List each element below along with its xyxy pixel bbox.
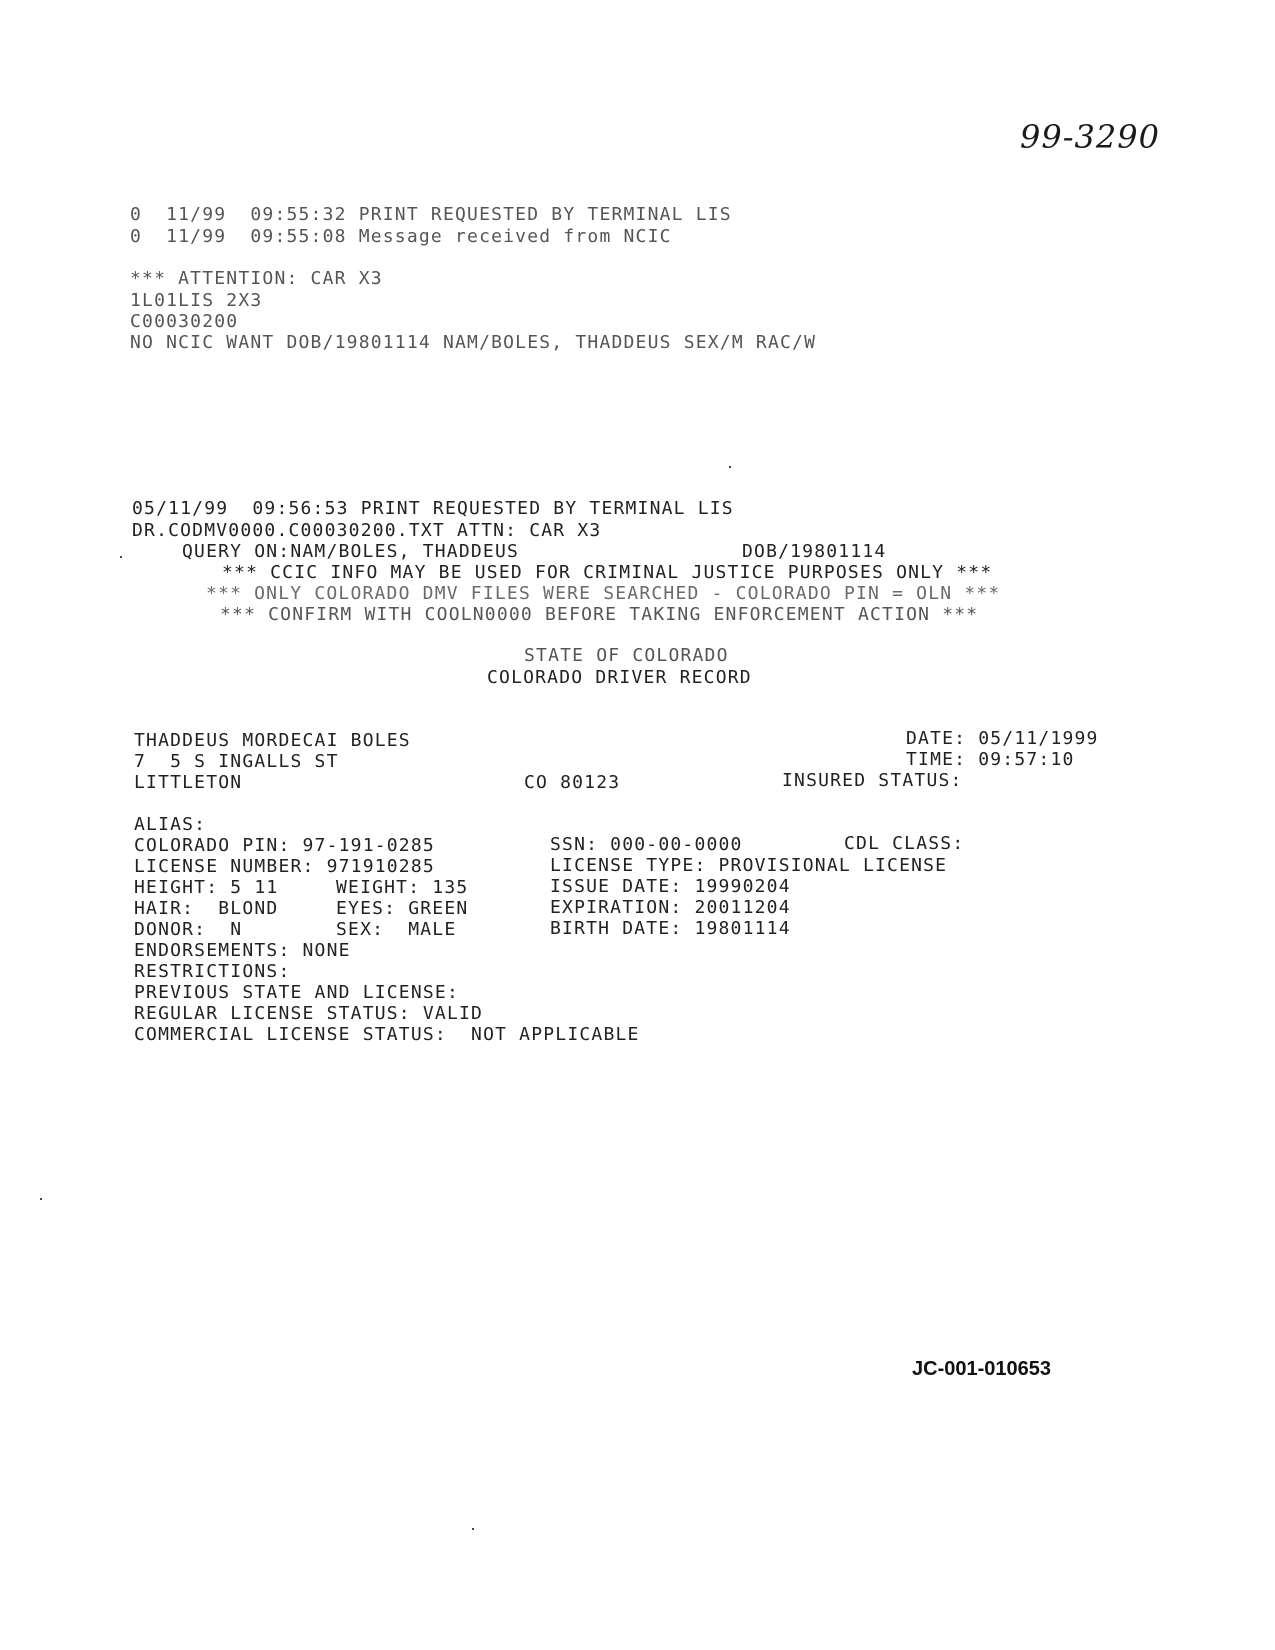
sex-field: SEX: MALE	[336, 919, 457, 940]
ncic-received-line: 0 11/99 09:55:08 Message received from NCIC	[130, 226, 672, 247]
weight-field: WEIGHT: 135	[336, 877, 469, 898]
endorsements-field: ENDORSEMENTS: NONE	[134, 940, 351, 961]
record-date: DATE: 05/11/1999	[906, 728, 1099, 749]
alias-field: ALIAS:	[134, 814, 207, 835]
license-number: LICENSE NUMBER: 971910285	[134, 856, 435, 877]
handwritten-case-number: 99-3290	[1020, 118, 1160, 156]
dmv-query-dob: DOB/19801114	[742, 541, 887, 562]
scan-speck	[472, 1528, 474, 1530]
ncic-attention-line: *** ATTENTION: CAR X3	[130, 268, 383, 289]
dmv-query-line: QUERY ON:NAM/BOLES, THADDEUS	[182, 541, 520, 562]
cdl-class: CDL CLASS:	[844, 833, 965, 854]
scan-speck	[40, 1198, 42, 1200]
dmv-notice-confirm: *** CONFIRM WITH COOLN0000 BEFORE TAKING ENFORCEMENT ACTION ***	[220, 604, 979, 625]
license-type: LICENSE TYPE: PROVISIONAL LICENSE	[550, 855, 948, 876]
record-time: TIME: 09:57:10	[906, 749, 1075, 770]
ssn-field: SSN: 000-00-0000	[550, 834, 743, 855]
bates-number: JC-001-010653	[912, 1358, 1051, 1380]
previous-state-field: PREVIOUS STATE AND LICENSE:	[134, 982, 459, 1003]
commercial-license-status: COMMERCIAL LICENSE STATUS: NOT APPLICABLE	[134, 1024, 640, 1045]
driver-name: THADDEUS MORDECAI BOLES	[134, 730, 411, 751]
record-title-state: STATE OF COLORADO	[524, 645, 729, 666]
issue-date: ISSUE DATE: 19990204	[550, 876, 791, 897]
colorado-pin: COLORADO PIN: 97-191-0285	[134, 835, 435, 856]
restrictions-field: RESTRICTIONS:	[134, 961, 291, 982]
height-field: HEIGHT: 5 11	[134, 877, 279, 898]
expiration-date: EXPIRATION: 20011204	[550, 897, 791, 918]
regular-license-status: REGULAR LICENSE STATUS: VALID	[134, 1003, 484, 1024]
record-title: COLORADO DRIVER RECORD	[487, 667, 752, 688]
driver-address: 7 5 S INGALLS ST	[134, 751, 339, 772]
ncic-print-request-line: 0 11/99 09:55:32 PRINT REQUESTED BY TERMINAL LIS	[130, 204, 732, 225]
driver-state-zip: CO 80123	[524, 772, 621, 793]
dmv-notice-files-searched: *** ONLY COLORADO DMV FILES WERE SEARCHED - COLORADO PIN = OLN ***	[206, 583, 1001, 604]
ncic-code-line: C00030200	[130, 311, 239, 332]
insured-status: INSURED STATUS:	[782, 770, 963, 791]
eyes-field: EYES: GREEN	[336, 898, 469, 919]
scan-speck	[120, 556, 122, 558]
birth-date: BIRTH DATE: 19801114	[550, 918, 791, 939]
ncic-result-line: NO NCIC WANT DOB/19801114 NAM/BOLES, THADDEUS SEX/M RAC/W	[130, 332, 817, 353]
driver-city: LITTLETON	[134, 772, 243, 793]
donor-field: DONOR: N	[134, 919, 243, 940]
hair-field: HAIR: BLOND	[134, 898, 279, 919]
ncic-terminal-line: 1L01LIS 2X3	[130, 290, 263, 311]
scan-speck	[729, 466, 731, 468]
dmv-file-line: DR.CODMV0000.C00030200.TXT ATTN: CAR X3	[132, 520, 602, 541]
dmv-print-request-line: 05/11/99 09:56:53 PRINT REQUESTED BY TERMINAL LIS	[132, 498, 734, 519]
dmv-notice-ccic: *** CCIC INFO MAY BE USED FOR CRIMINAL JUSTICE PURPOSES ONLY ***	[222, 562, 993, 583]
